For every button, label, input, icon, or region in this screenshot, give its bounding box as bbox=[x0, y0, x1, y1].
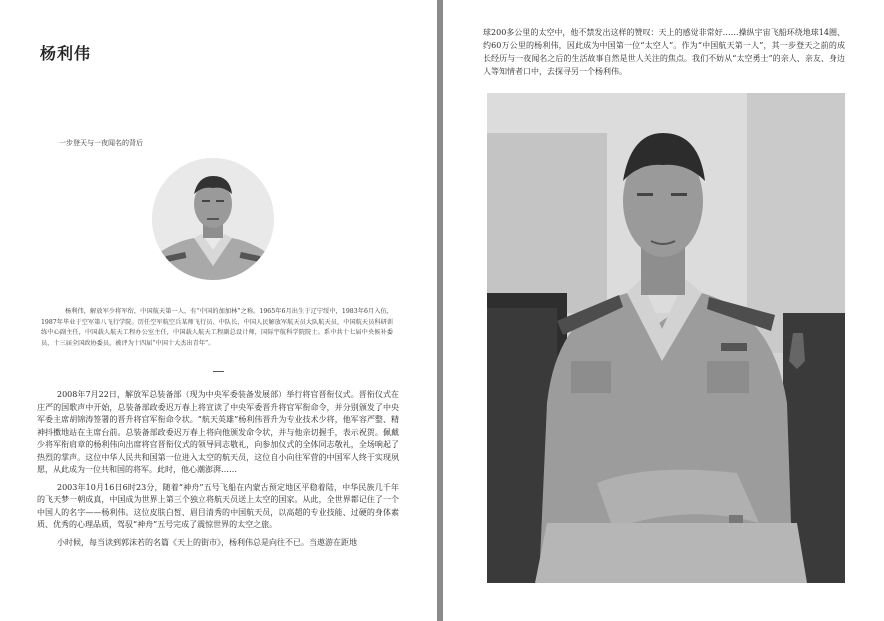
chapter-subtitle: 一步登天与一夜闻名的背后 bbox=[59, 139, 143, 147]
section-divider bbox=[213, 371, 224, 372]
seated-portrait-photo bbox=[487, 93, 845, 583]
continued-paragraph: 球200多公里的太空中，他不禁发出这样的赞叹：天上的感觉非常好……操纵宇宙飞船环绕地球14圈、约60万公里的杨利伟，因此成为中国第一位“太空人”。作为“中国航天第一人”，其一步登天之前的成长经历与一夜闻名之后的生活故事自然是世人关注的焦点。我们不妨从“太空勇士”的亲人、亲友、身边人等知情者口中，去探寻另一个杨利伟。 bbox=[483, 28, 845, 76]
chapter-title: 杨利伟 bbox=[40, 44, 92, 63]
body-text bbox=[37, 389, 399, 554]
portrait-photo bbox=[152, 158, 274, 280]
paragraph: 2003年10月16日6时23分，随着“神舟”五号飞船在内蒙古预定地区平稳着陆，中华民族几千年的飞天梦一朝成真，中国成为世界上第三个独立将航天员送上太空的国家。从此，全世界都记住了一个中国人的名字——杨利伟。这位皮肤白皙、眉目清秀的中国航天员，以高超的专业技能、过硬的身体素质、优秀的心理品质，驾驭“神舟”五号完成了震惊世界的太空之旅。 bbox=[37, 482, 399, 529]
left-page bbox=[0, 0, 437, 621]
paragraph: 小时候，每当读到郭沫若的名篇《天上的街市》，杨利伟总是向往不已。当遨游在距地 bbox=[57, 537, 357, 547]
bio-caption: 杨利伟，解放军少将军衔，中国航天第一人，有“中国的加加林”之称。1965年6月出生于辽宁绥中，1983年6月入伍，1987年毕业于空军第八飞行学院。历任空军航空兵某师飞行员、中队长，中国人民解放军航天员大队航天员，中国航天员科研训练中心副主任，中国载人航天工程办公室主任，中国载人航天工程副总设计师，国际宇航科学院院士。系中共十七届中央候补委员，十三届全国政协委员。被评为十四届“中国十大杰出青年”。 bbox=[41, 308, 393, 347]
paragraph: 2008年7月22日，解放军总装备部（现为中央军委装备发展部）举行将官晋衔仪式。晋衔仪式在庄严的国歌声中开始，总装备部政委迟万春上将宣读了中央军委晋升将官军衔命令，并分别颁发了中央军委主席胡锦涛签署的晋升将官军衔命令状。“航天英雄”杨利伟晋升为专业技术少将，他军容严整、精神抖擞地站在主席台前。总装备部政委迟万春上将向他颁发命令状，并与他亲切握手，表示祝贺。佩戴少将军衔肩章的杨利伟向出席将官晋衔仪式的领导同志敬礼，向参加仪式的全体同志敬礼，全场响起了热烈的掌声。这位中华人民共和国第一位进入太空的航天员，这位自小向往军营的中国军人终于实现夙愿，从此成为一位共和国的将军。此时，他心潮澎湃…… bbox=[37, 390, 399, 474]
right-page bbox=[443, 0, 884, 621]
